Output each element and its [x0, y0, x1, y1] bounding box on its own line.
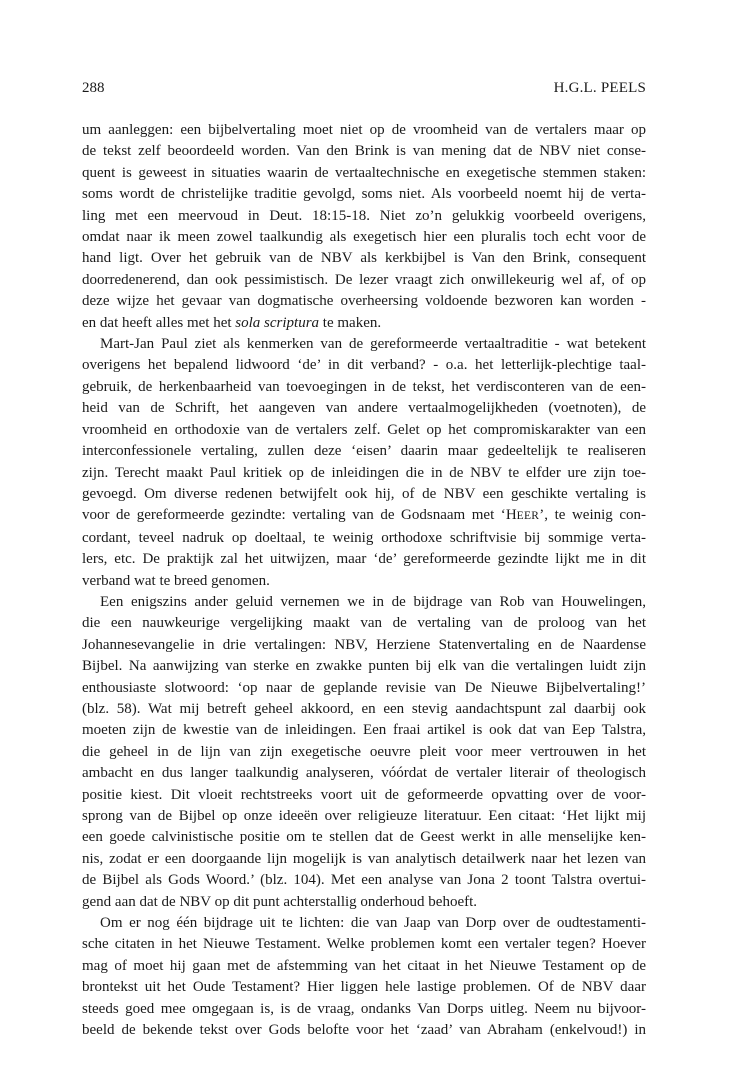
text-line: die geheel in de lijn van zijn exegetische oeuvre pleit voor meer vertrouwen in het [82, 743, 646, 760]
text-line: die een nauwkeurige vergelijking maakt van de vertaling van de proloog van het [82, 615, 646, 632]
text-line: um aanleggen: een bijbelvertaling moet niet op de vroomheid van de vertalers maar op [82, 122, 646, 138]
text-line: quent is geweest in situaties waarin de vertaaltechnische en exegetische stemmen staken: [82, 164, 646, 181]
text-line: mag of moet hij gaan met de afstemming van het citaat in het Nieuwe Testament op de [82, 957, 646, 974]
text-line: een goede calvinistische positie om te stellen dat de Geest werkt in alle menselijke ken- [82, 829, 646, 846]
paragraph [82, 334, 646, 592]
text-line: Mart-Jan Paul ziet als kenmerken van de gereformeerde vertaaltraditie - wat betekent [100, 336, 646, 353]
text-line: Johannesevangelie in drie vertalingen: NBV, Herziene Statenvertaling en de Naardense [82, 636, 646, 653]
page-number: 288 [82, 80, 105, 96]
text-line: enthousiaste slotwoord: ‘op naar de geplande revisie van De Nieuwe Bijbelvertaling!’ [82, 679, 646, 696]
text-line: Bijbel. Na aanwijzing van sterke en zwakke punten bij elk van die vertalingen luidt zijn [82, 658, 646, 675]
italic-term: sola scriptura [235, 314, 320, 331]
text-line: de Bijbel als Gods Woord.’ (blz. 104). Met een analyse van Jona 2 toont Talstra overtui- [82, 872, 646, 889]
text-line: zijn. Terecht maakt Paul kritiek op de inleidingen die in de NBV te elfder ure zijn toe- [82, 464, 646, 481]
text-line: Een enigszins ander geluid vernemen we in de bijdrage van Rob van Houwelingen, [100, 593, 646, 610]
text-line: overigens het bepalend lidwoord ‘de’ in dit verband? - o.a. het letterlijk-plechtige taal- [82, 357, 646, 374]
text-line: deze wijze het gevaar van dogmatische overheersing voldoende bezworen kan worden - [82, 293, 646, 310]
text-line: brontekst uit het Oude Testament? Hier liggen hele lastige problemen. Of de NBV daar [82, 979, 646, 996]
text-line: steeds goed mee omgegaan is, is de vraag, ondanks Van Dorps uitleg. Neem nu bijvoor- [82, 1000, 646, 1017]
text-line: gebruik, de herkenbaarheid van toevoegingen in de tekst, het verdisconteren van de een- [82, 378, 646, 395]
text-line: (blz. 58). Wat mij betreft geheel akkoord, en een stevig aandachtspunt zal daarbij ook [82, 700, 646, 717]
text-line: heid van de Schrift, het aangeven van andere vertaalmogelijkheden (voetnoten), de [82, 400, 646, 417]
text-line: ling met een meervoud in Deut. 18:15-18. Niet zo’n gelukkig voorbeeld overigens, [82, 207, 646, 224]
text-line: gevoegd. Om diverse redenen betwijfelt ook hij, of de NBV een geschikte vertaling is [82, 485, 646, 502]
text-line: moeten zijn de kwestie van de inleidingen. Een fraai artikel is ook dat van Eep Talstra, [82, 722, 646, 739]
text-line: omdat naar ik meen zowel taalkundig als exegetisch hier een pluralis toch echt voor de [82, 229, 646, 246]
body-text [82, 120, 646, 1041]
text-line: positie kiest. Dit vloeit rechtstreeks voort uit de geformeerde opvatting over de voor- [82, 786, 646, 803]
text-line: doorredenerend, dan ook pessimistisch. De lezer vraagt zich onwillekeurig wel af, of op [82, 271, 646, 288]
paragraph [82, 592, 646, 913]
paragraph [82, 913, 646, 1041]
text-line: voor de gereformeerde gezindte: vertaling van de Godsnaam met ‘HEER’, te weinig con- [82, 507, 646, 524]
small-caps-heer: HEER [505, 507, 540, 524]
text-line: beeld de bekende tekst over Gods belofte voor het ‘zaad’ van Abraham (enkelvoud!) in [82, 1022, 646, 1039]
text-line: interconfessionele vertaling, zullen deze ‘eisen’ daarin maar gedeeltelijk te realiseren [82, 443, 646, 460]
text-line: cordant, teveel nadruk op doeltaal, te weinig orthodoxe schriftvisie bij sommige verta- [82, 529, 646, 546]
text-line: sprong van de Bijbel op onze ideeën over religieuze literatuur. Een citaat: ‘Het lijkt mij [82, 808, 646, 824]
running-head: H.G.L. PEELS [553, 80, 646, 96]
paragraph [82, 120, 646, 334]
text-line: verband wat te breed genomen. [82, 572, 270, 589]
text-line: Om er nog één bijdrage uit te lichten: die van Jaap van Dorp over de oudtestamenti- [100, 915, 646, 932]
text-line: de tekst zelf beoordeeld worden. Van den Brink is van mening dat de NBV niet conse- [82, 143, 646, 160]
text-line: en dat heeft alles met het sola scriptura te maken. [82, 314, 382, 331]
text-line: vroomheid en orthodoxie van de vertalers zelf. Gelet op het compromiskarakter van een [82, 421, 646, 438]
text-line: soms wordt de christelijke traditie gevolgd, soms niet. Als voorbeeld noemt hij de verta- [82, 186, 646, 203]
text-line: ambacht en dus langer taalkundig analyseren, vóórdat de vertaler literair of theologisch [82, 765, 646, 782]
text-line: hand ligt. Over het gebruik van de NBV als kerkbijbel is Van den Brink, consequent [82, 250, 646, 267]
text-line: lers, etc. De praktijk zal het uitwijzen, maar ‘de’ gereformeerde gezindte lijkt me in dit [82, 551, 646, 568]
text-line: sche citaten in het Nieuwe Testament. Welke problemen komt een vertaler tegen? Hoever [82, 936, 646, 953]
text-line: gend aan dat de NBV op dit punt achterstallig onderhoud behoeft. [82, 893, 478, 910]
text-line: nis, zodat er een doorgaande lijn mogelijk is van analytisch detailwerk naar het lezen van [82, 850, 646, 867]
